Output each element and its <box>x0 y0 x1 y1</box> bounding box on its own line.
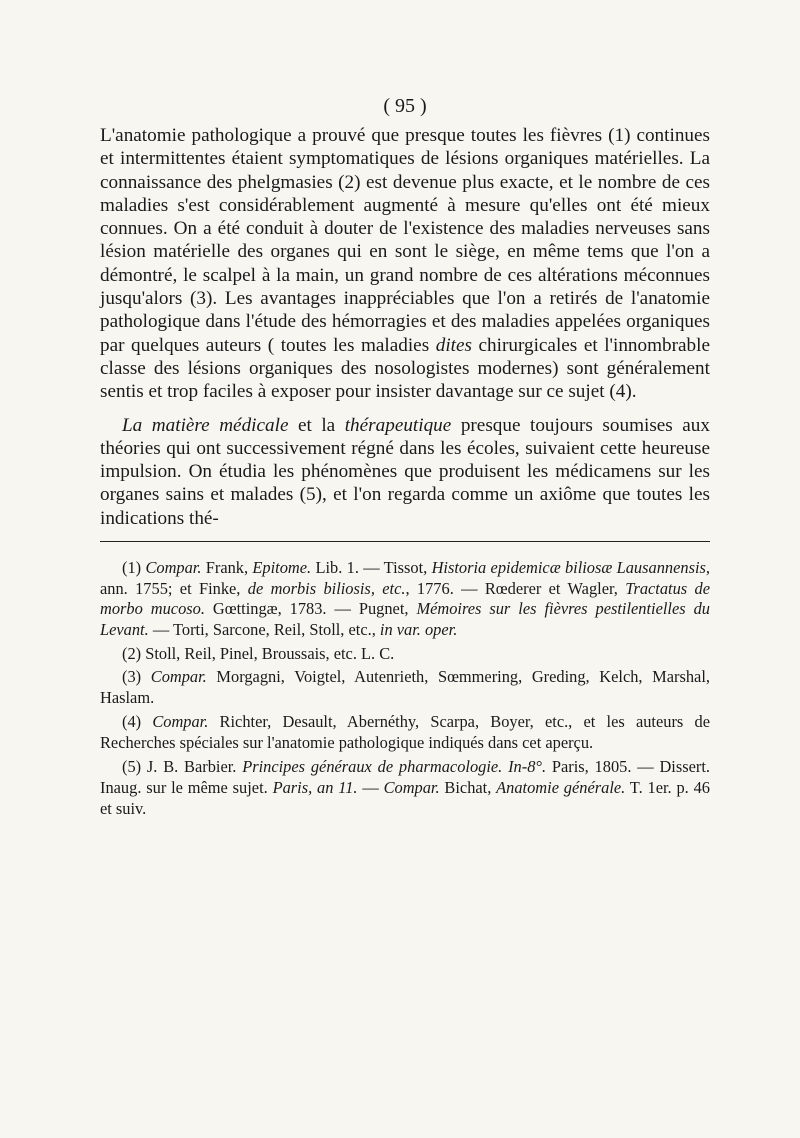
fn5-i2: Paris, an 11. <box>272 777 358 797</box>
paragraph-2-end: presque toujours soumises aux théories qui ont successivement régné dans les écoles, suivaient cette heureuse impulsion. On étudia les phénomènes que produisent les médicamens sur les organes sains et malades (5), et l'on regarda comme un axiôme que toutes les indications thé- <box>100 414 710 529</box>
paragraph-2-mid: et la <box>288 414 345 436</box>
fn1-f: Gœttingæ, 1783. — Pugnet, <box>204 599 417 619</box>
paragraph-2-italic-1: La matière médicale <box>122 414 289 436</box>
footnotes <box>100 558 710 819</box>
fn4-a: (4) <box>122 712 153 732</box>
fn5-e: T. 1er. p. 46 et suiv. <box>100 777 710 818</box>
fn3-a: (3) <box>122 667 151 687</box>
fn5-b: Paris, 1805. — Dissert. Inaug. sur le même sujet. <box>100 757 710 797</box>
fn1-a: (1) <box>122 558 146 578</box>
footnote-5 <box>100 757 710 819</box>
fn1-i6: Mémoires sur les fièvres pestilentielles du Levant. <box>100 599 710 639</box>
paragraph-2-italic-2: thérapeutique <box>344 414 452 436</box>
fn4-b: Richter, Desault, Abernéthy, Scarpa, Boyer, etc., et les auteurs de Recherches spéciales sur l'anatomie pathologique indiqués dans cet aperçu. <box>100 712 710 752</box>
fn5-c: — <box>357 777 384 797</box>
paragraph-1-end: chirurgicales et l'innombrable classe des lésions organiques des nosologistes modernes) sont généralement sentis et trop faciles à exposer pour insister davantage sur ce sujet (4). <box>100 334 710 403</box>
fn1-c: Lib. 1. — Tissot, <box>311 558 432 578</box>
fn1-i4: de morbis biliosis, etc. <box>247 578 406 598</box>
footnote-1 <box>100 558 710 640</box>
fn5-d: Bichat, <box>439 777 497 797</box>
paragraph-2 <box>100 414 710 530</box>
footnote-rule <box>100 541 710 542</box>
fn3-i: Compar. <box>150 667 207 687</box>
footnote-3 <box>100 667 710 708</box>
fn1-e: , 1776. — Rœderer et Wagler, <box>405 578 626 598</box>
fn5-a: (5) J. B. Barbier. <box>122 757 243 777</box>
fn4-i: Compar. <box>152 712 209 732</box>
fn1-i3: Historia epidemicæ biliosæ Lausannensis <box>431 558 706 578</box>
paragraph-1 <box>100 124 710 404</box>
fn1-g: — Torti, Sarcone, Reil, Stoll, etc., <box>148 619 380 639</box>
footnote-4 <box>100 712 710 753</box>
fn1-i7: in var. oper. <box>379 619 458 639</box>
fn1-b: Frank, <box>201 558 253 578</box>
fn5-i4: Anatomie générale. <box>496 777 626 797</box>
fn1-d: , ann. 1755; et Finke, <box>100 558 710 598</box>
fn5-i3: Compar. <box>383 777 440 797</box>
page-number: ( 95 ) <box>383 95 427 117</box>
fn1-i1: Compar. <box>145 558 202 578</box>
fn5-i1: Principes généraux de pharmacologie. In-8°. <box>242 757 547 777</box>
fn1-i2: Epitome. <box>252 558 312 578</box>
fn1-i5: Tractatus de morbo mucoso. <box>100 578 710 619</box>
paragraph-1-italic: dites <box>435 334 472 356</box>
fn2: (2) Stoll, Reil, Pinel, Broussais, etc. L. C. <box>122 644 395 664</box>
paragraph-1-text: L'anatomie pathologique a prouvé que presque toutes les fièvres (1) continues et intermittentes étaient symptomatiques de lésions organiques matérielles. La connaissance des phelgmasies (2) est devenue plus exacte, et le nombre de ces maladies s'est considérablement augmenté à mesure qu'elles ont été mieux connues. On a été conduit à douter de l'existence des maladies nerveuses sans lésion matérielle des organes qui en sont le siège, en même tems que l'on a démontré, le scalpel à la main, un grand nombre de ces altérations méconnues jusqu'alors (3). Les avantages inappréciables que l'on a retirés de l'anatomie pathologique dans l'étude des hémorragies et des maladies appelées organiques par quelques auteurs ( toutes les maladies <box>100 125 710 356</box>
page <box>100 95 710 823</box>
fn3-b: Morgagni, Voigtel, Autenrieth, Sœmmering, Greding, Kelch, Marshal, Haslam. <box>100 667 710 707</box>
footnote-2 <box>100 644 710 665</box>
